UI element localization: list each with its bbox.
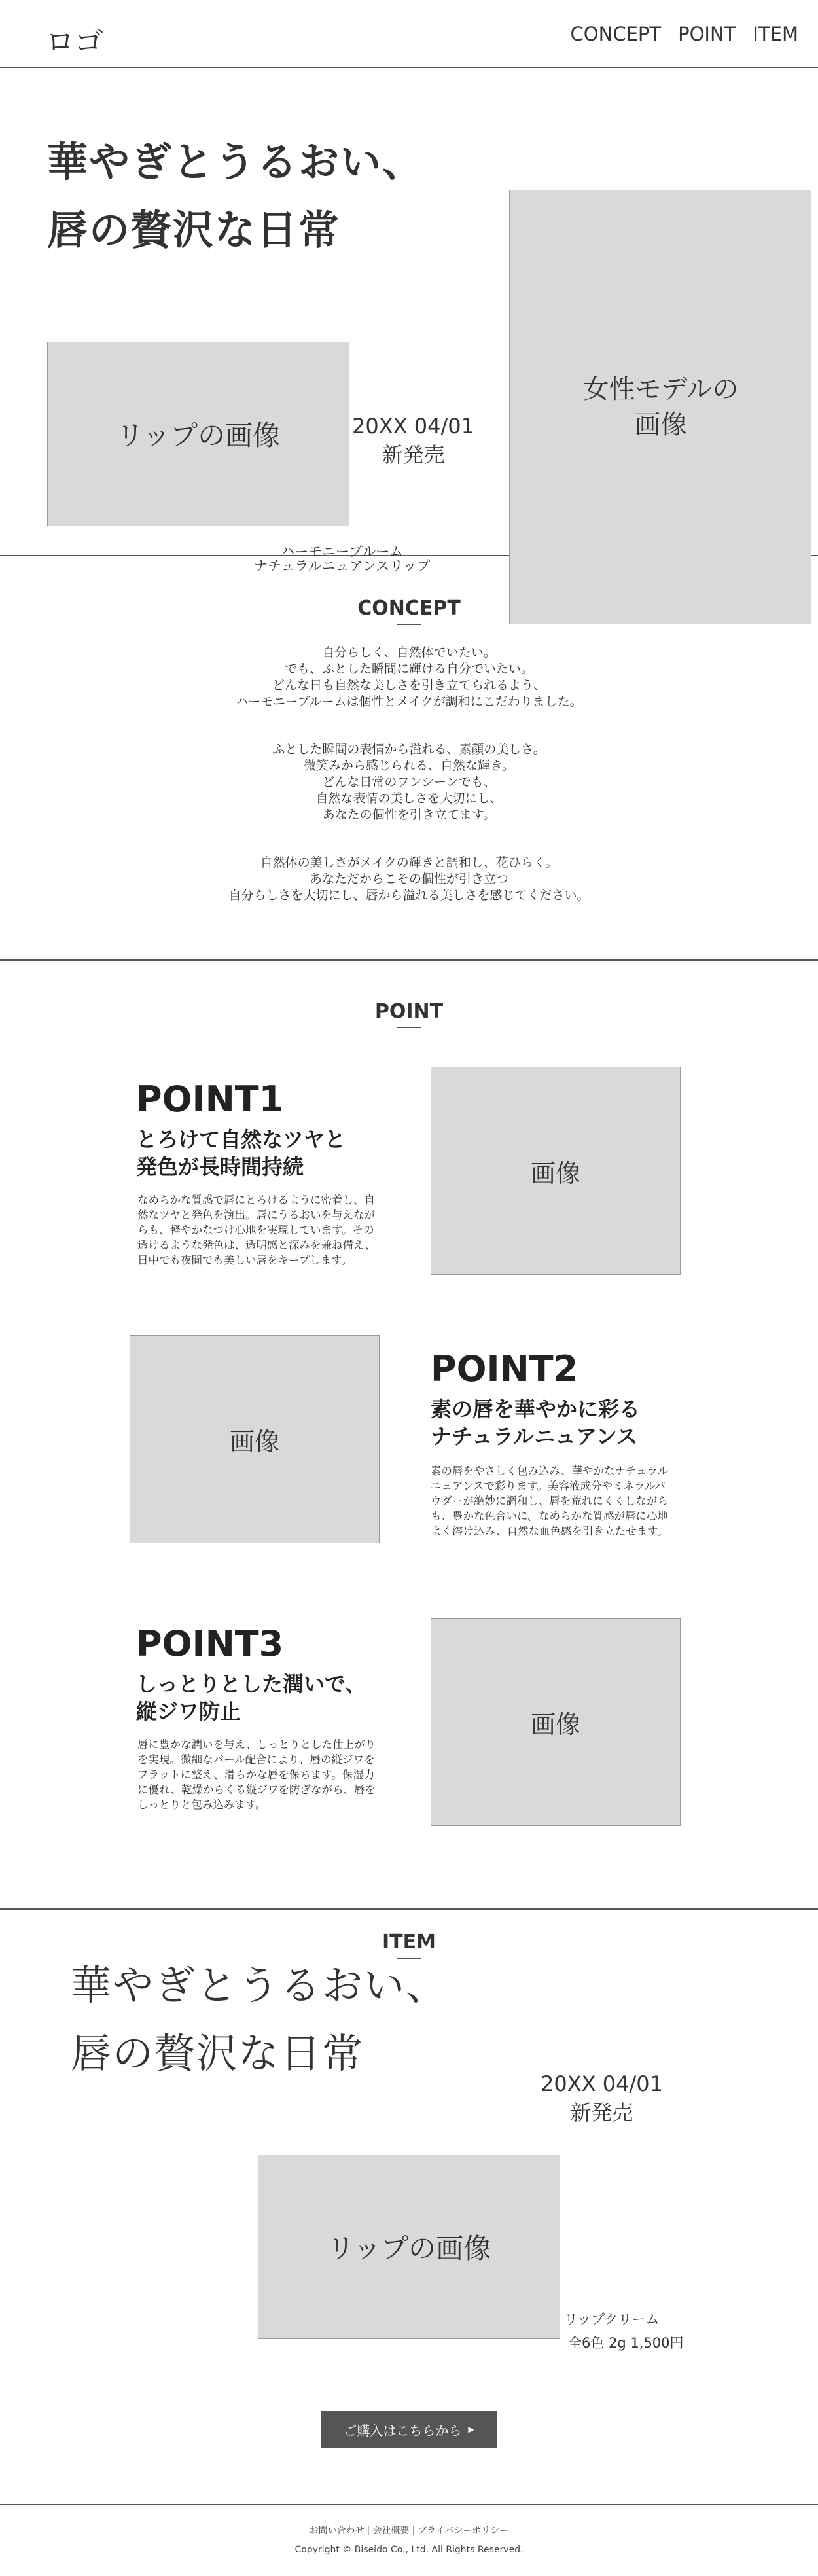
site-footer: [0, 2505, 818, 2576]
point3-title: POINT3: [136, 1623, 284, 1664]
arrow-right-icon: ▶: [468, 2425, 474, 2434]
item-release-label: 新発売: [570, 2100, 633, 2125]
point1-description: なめらかな質感で唇にとろけるように密着し、自然なツヤと発色を演出。唇にうるおいを与えながらも、軽やかなつけ心地を実現しています。その透けるような発色は、透明感と深みを兼ね備え、日中でも夜間でも美しい唇をキープします。: [137, 1194, 376, 1266]
concept-line: 自然体の美しさがメイクの輝きと調和し、花ひらく。: [260, 855, 558, 870]
footer-divider: |: [412, 2526, 416, 2536]
nav-item[interactable]: ITEM: [753, 23, 798, 45]
copyright: Copyright © Biseido Co., Ltd. All Rights Reserved.: [294, 2545, 524, 2555]
lip-image-placeholder: リップの画像: [47, 342, 349, 526]
item-section: [0, 1910, 818, 2505]
point1-subtitle-line1: とろけて自然なツヤと: [136, 1127, 346, 1152]
concept-line: 自分らしく、自然体でいたい。: [322, 645, 496, 660]
hero-title-line1: 華やぎとうるおい、: [47, 138, 425, 186]
point3-image-placeholder: 画像: [431, 1618, 681, 1826]
concept-line: ふとした瞬間の表情から溢れる、素顔の美しさ。: [272, 742, 546, 757]
product-name-line2: ナチュラルニュアンスリップ: [254, 558, 431, 574]
point2-subtitle: [431, 1395, 640, 1450]
buy-button[interactable]: [321, 2411, 497, 2448]
point2-image-placeholder: 画像: [130, 1335, 380, 1543]
point1-subtitle: [136, 1126, 346, 1181]
item-release-date: 20XX 04/01: [541, 2071, 663, 2096]
heading-underline: [397, 624, 421, 625]
nav-concept[interactable]: CONCEPT: [570, 23, 662, 45]
product-name-line1: ハーモニーブルーム: [281, 544, 404, 560]
concept-line: どんな日も自然な美しさを引き立てられるよう、: [272, 678, 546, 692]
footer-divider: |: [366, 2526, 370, 2536]
site-header: [0, 0, 818, 68]
release-label: 新発売: [382, 442, 445, 467]
model-image-line2: 画像: [634, 410, 687, 440]
point3-subtitle-line2: 縦ジワ防止: [136, 1699, 241, 1724]
nav-point[interactable]: POINT: [678, 23, 736, 45]
concept-line: 微笑みから感じられる、自然な輝き。: [303, 759, 515, 773]
point3-subtitle: [136, 1670, 366, 1725]
item-title-line1: 華やぎとうるおい、: [71, 1961, 448, 2009]
concept-heading: [0, 556, 818, 625]
footer-link-contact[interactable]: お問い合わせ: [309, 2526, 365, 2536]
item-title-line2: 唇の贅沢な日常: [71, 2030, 365, 2077]
concept-body: [0, 645, 818, 904]
main-nav: [571, 23, 798, 45]
footer-links: [0, 2524, 818, 2537]
hero-title-line2: 唇の贅沢な日常: [47, 206, 341, 254]
item-product-info: [564, 2308, 684, 2355]
heading-underline: [397, 1027, 421, 1028]
concept-line: ハーモニーブルームは個性とメイクが調和にこだわりました。: [236, 694, 582, 709]
point1-image-placeholder: 画像: [431, 1067, 681, 1275]
hero-title: [47, 128, 424, 264]
release-info: [352, 412, 474, 469]
item-product-spec: 全6色 2g 1,500円: [568, 2335, 684, 2351]
point2-title: POINT2: [431, 1348, 578, 1389]
concept-paragraph: [0, 742, 818, 823]
point2-subtitle-line2: ナチュラルニュアンス: [431, 1424, 637, 1449]
buy-button-label: ご購入はこちらから: [344, 2422, 462, 2439]
release-date: 20XX 04/01: [352, 414, 474, 438]
concept-line: 自然な表情の美しさを大切にし、: [315, 791, 503, 806]
point-heading-text: POINT: [374, 1000, 444, 1023]
point1-title: POINT1: [136, 1079, 284, 1120]
concept-line: どんな日常のワンシーンでも、: [322, 775, 496, 789]
footer-link-company[interactable]: 会社概要: [372, 2526, 410, 2536]
concept-line: でも、ふとした瞬間に輝ける自分でいたい。: [284, 662, 533, 676]
concept-heading-text: CONCEPT: [357, 597, 461, 620]
item-lip-image-placeholder: リップの画像: [258, 2155, 560, 2339]
model-image-line1: 女性モデルの: [582, 374, 739, 404]
concept-line: あなたの個性を引き立てます。: [322, 808, 496, 822]
logo[interactable]: ロゴ: [46, 26, 103, 59]
point-section: [0, 961, 818, 1910]
concept-line: 自分らしさを大切にし、唇から溢れる美しさを感じてください。: [228, 888, 590, 903]
item-release-info: [541, 2069, 663, 2127]
concept-paragraph: [0, 645, 818, 710]
concept-paragraph: [0, 855, 818, 904]
concept-section: [0, 556, 818, 961]
point3-description: 唇に豊かな潤いを与え、しっとりとした仕上がりを実現。微細なパール配合により、唇の縦ジワをフラットに整え、滑らかな唇を保ちます。保湿力に優れ、乾燥からくる縦ジワを防ぎながら、唇をしっとりと包み込みます。: [137, 1738, 376, 1811]
item-heading-text: ITEM: [382, 1931, 436, 1954]
point-heading: [0, 1000, 818, 1028]
point2-subtitle-line1: 素の唇を華やかに彩る: [431, 1397, 641, 1422]
point1-subtitle-line2: 発色が長時間持続: [136, 1154, 304, 1179]
footer-link-privacy[interactable]: プライバシーポリシー: [418, 2526, 509, 2536]
item-title: [71, 1952, 448, 2088]
concept-line: あなただからこその個性が引き立つ: [309, 872, 508, 886]
hero-section: [0, 68, 818, 574]
item-product-name: リップクリーム: [564, 2312, 660, 2327]
point3-subtitle-line1: しっとりとした潤いで、: [136, 1672, 366, 1696]
point2-description: 素の唇をやさしく包み込み、華やかなナチュラルニュアンスで彩ります。美容液成分やミネラルパウダーが絶妙に調和し、唇を荒れにくくしながらも、豊かな色合いに。なめらかな質感が唇に心地よく溶け込み、自然な血色感を引き立たせます。: [431, 1465, 668, 1537]
